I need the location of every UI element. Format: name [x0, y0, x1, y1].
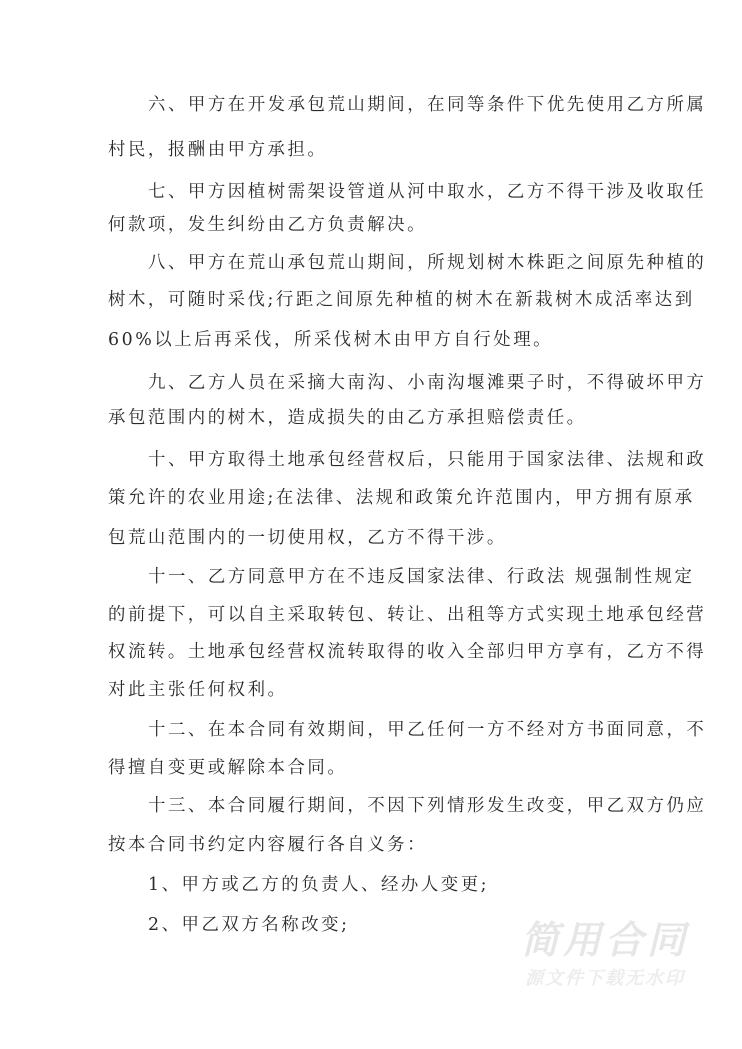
clause-7-line-2: 何款项，发生纠纷由乙方负责解决。	[108, 215, 428, 235]
clause-10-line-3: 包荒山范围内的一切使用权，乙方不得干涉。	[108, 528, 507, 548]
clause-10-line-2: 策允许的农业用途;在法律、法规和政策允许范围内，甲方拥有原承	[108, 488, 695, 508]
clause-12-line-2: 得擅自变更或解除本合同。	[108, 758, 348, 778]
clause-13-line-2: 按本合同书约定内容履行各自义务：	[108, 835, 428, 855]
clause-8-line-1: 八、甲方在荒山承包荒山期间，所规划树木株距之间原先种植的	[148, 253, 707, 273]
clause-8-line-3: 60%以上后再采伐，所采伐树木由甲方自行处理。	[108, 330, 554, 350]
watermark-subtitle: 源文件下载无水印	[525, 968, 685, 989]
watermark-title: 简用合同	[520, 918, 689, 962]
clause-13-line-1: 十三、本合同履行期间，不因下列情形发生改变，甲乙双方仍应	[148, 796, 707, 816]
clause-8-line-2: 树木，可随时采伐;行距之间原先种植的树木在新栽树木成活率达到	[108, 290, 695, 310]
clause-9-line-2: 承包范围内的树木，造成损失的由乙方承担赔偿责任。	[108, 408, 587, 428]
clause-13-item-1: 1、甲方或乙方的负责人、经办人变更;	[148, 875, 490, 895]
clause-6-line-2: 村民，报酬由甲方承担。	[108, 140, 328, 160]
clause-13-item-2: 2、甲乙双方名称改变;	[148, 915, 350, 935]
clause-7-line-1: 七、甲方因植树需架设管道从河中取水，乙方不得干涉及收取任	[148, 182, 707, 202]
clause-11-line-2: 的前提下，可以自主采取转包、转让、出租等方式实现土地承包经营	[108, 605, 707, 625]
clause-12-line-1: 十二、在本合同有效期间，甲乙任何一方不经对方书面同意，不	[148, 720, 707, 740]
clause-10-line-1: 十、甲方取得土地承包经营权后，只能用于国家法律、法规和政	[148, 450, 707, 470]
clause-6-line-1: 六、甲方在开发承包荒山期间，在同等条件下优先使用乙方所属	[148, 95, 707, 115]
clause-11-line-3: 权流转。土地承包经营权流转取得的收入全部归甲方享有，乙方不得	[108, 642, 707, 662]
clause-11-line-4: 对此主张任何权利。	[108, 680, 288, 700]
clause-9-line-1: 九、乙方人员在采摘大南沟、小南沟堰滩栗子时，不得破坏甲方	[148, 373, 707, 393]
clause-11-line-1: 十一、乙方同意甲方在不违反国家法律、行政法 规强制性规定	[148, 567, 695, 587]
